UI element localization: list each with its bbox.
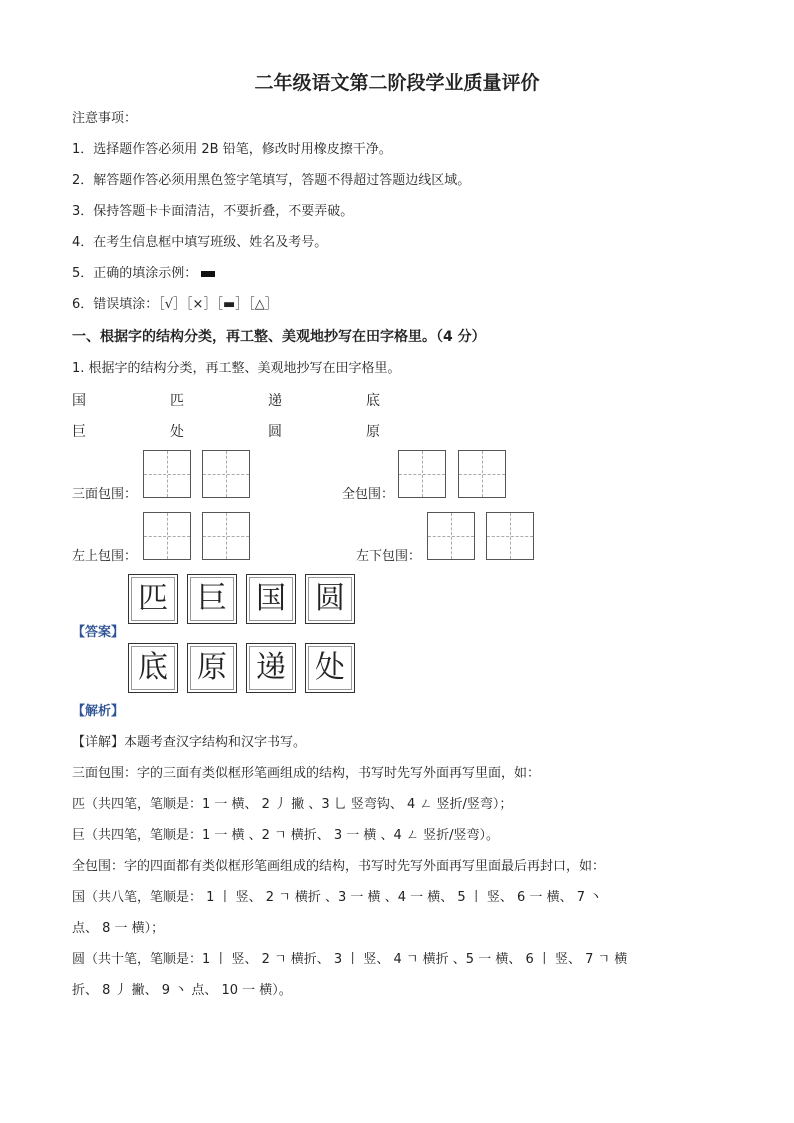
char-item: 圆 bbox=[268, 424, 282, 440]
answer-char: 底 bbox=[128, 643, 178, 693]
notes-heading: 注意事项： bbox=[72, 111, 138, 126]
label-three-side: 三面包围： bbox=[72, 487, 138, 502]
note-item: 3．保持答题卡卡面清洁，不要折叠，不要弄破。 bbox=[72, 204, 354, 219]
writing-grid[interactable] bbox=[458, 450, 506, 498]
page-title: 二年级语文第二阶段学业质量评价 bbox=[254, 72, 540, 94]
analysis-line: 匹（共四笔，笔顺是：1 一 横、 2 丿 撇 、3 乚 竖弯钩、 4 ㄥ 竖折/竖弯）； bbox=[72, 797, 513, 812]
char-item: 底 bbox=[366, 393, 380, 409]
answer-char: 圆 bbox=[305, 574, 355, 624]
writing-grid[interactable] bbox=[143, 512, 191, 560]
char-item: 处 bbox=[170, 424, 184, 440]
answer-char: 国 bbox=[246, 574, 296, 624]
writing-grid[interactable] bbox=[427, 512, 475, 560]
writing-grid[interactable] bbox=[143, 450, 191, 498]
note-item: 2．解答题作答必须用黑色签字笔填写，答题不得超过答题边线区域。 bbox=[72, 173, 471, 188]
analysis-line: 三面包围：字的三面有类似框形笔画组成的结构，书写时先写外面再写里面，如： bbox=[72, 766, 541, 781]
answer-char: 巨 bbox=[187, 574, 237, 624]
note-item: 4．在考生信息框中填写班级、姓名及考号。 bbox=[72, 235, 328, 250]
answer-char: 匹 bbox=[128, 574, 178, 624]
analysis-line: 全包围：字的四面都有类似框形笔画组成的结构，书写时先写外面再写里面最后再封口，如： bbox=[72, 859, 606, 874]
section-heading: 一、根据字的结构分类，再工整、美观地抄写在田字格里。（4 分） bbox=[72, 329, 486, 345]
answer-char: 处 bbox=[305, 643, 355, 693]
writing-grid[interactable] bbox=[202, 512, 250, 560]
char-item: 原 bbox=[366, 424, 380, 440]
analysis-line: 圆（共十笔，笔顺是：1 丨 竖、 2 ㄱ 横折、 3 丨 竖、 4 ㄱ 横折 、5 一 横、 6 丨 竖、 7 ㄱ 横 bbox=[72, 952, 628, 967]
char-item: 匹 bbox=[170, 393, 184, 409]
analysis-line: 折、 8 丿 撇、 9 丶 点、 10 一 横）。 bbox=[72, 983, 292, 998]
note-item-fill-example bbox=[72, 265, 215, 283]
note-item: 6．错误填涂：［√］［×］［▬］［△］ bbox=[72, 297, 278, 312]
writing-grid[interactable] bbox=[398, 450, 446, 498]
label-full: 全包围： bbox=[342, 487, 395, 502]
filled-block-icon bbox=[201, 271, 215, 277]
note-item-text: 5．正确的填涂示例： bbox=[72, 266, 198, 281]
analysis-line: 巨（共四笔，笔顺是：1 一 横 、2 ㄱ 横折、 3 一 横 、4 ㄥ 竖折/竖弯）。 bbox=[72, 828, 499, 843]
analysis-line: 【详解】本题考查汉字结构和汉字书写。 bbox=[72, 735, 307, 750]
char-item: 巨 bbox=[72, 424, 86, 440]
question-text: 1. 根据字的结构分类，再工整、美观地抄写在田字格里。 bbox=[72, 361, 401, 376]
analysis-label: 【解析】 bbox=[72, 704, 125, 719]
writing-grid[interactable] bbox=[486, 512, 534, 560]
label-lower-left: 左下包围： bbox=[356, 549, 422, 564]
char-item: 递 bbox=[268, 393, 282, 409]
char-item: 国 bbox=[72, 393, 86, 409]
label-upper-left: 左上包围： bbox=[72, 549, 138, 564]
note-item: 1．选择题作答必须用 2B 铅笔，修改时用橡皮擦干净。 bbox=[72, 142, 392, 157]
answer-char: 原 bbox=[187, 643, 237, 693]
analysis-line: 国（共八笔，笔顺是： 1 丨 竖、 2 ㄱ 横折 、3 一 横 、4 一 横、 5 丨 竖、 6 一 横、 7 丶 bbox=[72, 890, 603, 905]
writing-grid[interactable] bbox=[202, 450, 250, 498]
answer-char: 递 bbox=[246, 643, 296, 693]
answer-label: 【答案】 bbox=[72, 625, 125, 640]
analysis-line: 点、 8 一 横）； bbox=[72, 921, 165, 936]
